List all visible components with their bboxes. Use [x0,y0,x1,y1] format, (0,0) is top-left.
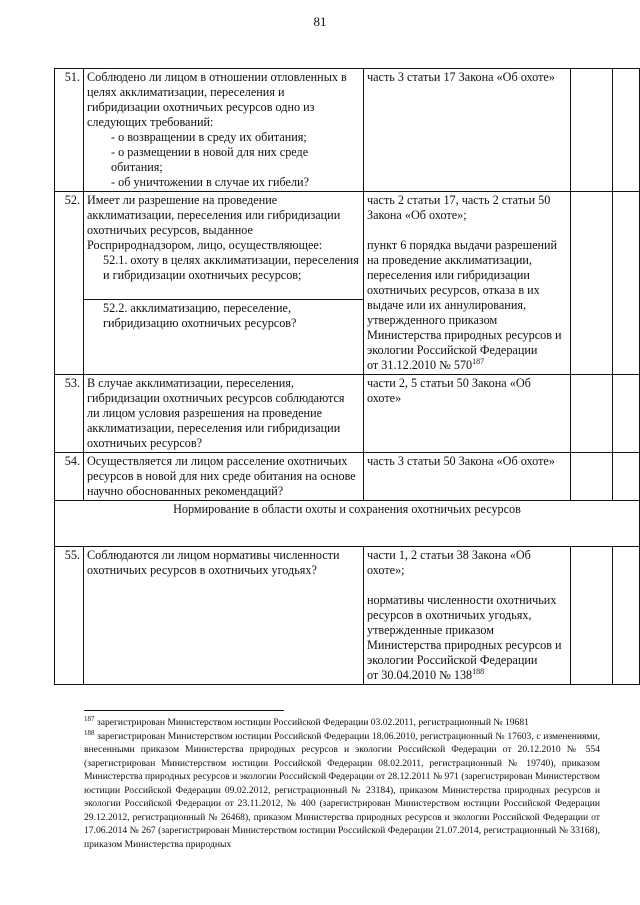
sub-question: 52.2. акклиматизацию, переселение, гибридизацию охотничьих ресурсов? [103,301,297,330]
table-row [55,547,640,685]
table-row [55,453,640,501]
answer-cell[interactable] [571,547,613,685]
note-cell[interactable] [613,375,640,453]
footnote-divider [84,710,284,711]
row-number: 54. [55,453,84,501]
footnote-ref[interactable]: 188 [472,666,485,676]
note-cell[interactable] [613,547,640,685]
question-cell [84,192,364,300]
legal-reference-order: нормативы численности охотничьих ресурсов в охотничьих угодьях, утвержденные приказом Министерства природных ресурсов и экологии Российской Федерации [367,593,562,667]
footnote-text: зарегистрирован Министерством юстиции Российской Федерации 18.06.2010, регистрационный № 17603, с изменениями, внесенными приказом Министерства природных ресурсов и экологии Российской Федерации от 20.12.2010 № 554 (зарегистрирован Министерством юстиции Российской Федерации 08.02.2011, регистрационный № 19740), приказом Министерства природных ресурсов и экологии Российской Федерации от 28.12.2011 № 971 (зарегистрирован Министерством юстиции Российской Федерации 09.02.2012, регистрационный № 23184), приказом Министерства природных ресурсов и экологии Российской Федерации от 23.11.2012, № 400 (зарегистрирован Министерством юстиции Российской Федерации 29.12.2012, регистрационный № 26468), приказом Министерства природных ресурсов и экологии Российской Федерации от 17.06.2014 № 267 (зарегистрирован Министерством юстиции Российской Федерации 21.07.2014, регистрационный № 33168), приказом Министерства природных [84,730,600,850]
question-option: - об уничтожении в случае их гибели? [111,175,309,189]
question-cell: Осуществляется ли лицом расселение охотничьих ресурсов в новой для них среде обитания на основе научно обоснованных рекомендаций? [84,453,364,501]
question-option: - о размещении в новой для них среде обитания; [111,145,309,174]
note-cell[interactable] [613,192,640,375]
footnote-mark: 187 [84,714,95,723]
legal-reference: части 2, 5 статьи 50 Закона «Об охоте» [364,375,571,453]
note-cell[interactable] [613,69,640,192]
legal-reference-order: пункт 6 порядка выдачи разрешений на проведение акклиматизации, переселения или гибридизации охотничьих ресурсов, отказа в их выдаче или их аннулирования, утвержденного приказом Министерства природных ресурсов и экологии Российской Федерации [367,238,562,357]
row-number: 51. [55,69,84,192]
legal-reference: часть 3 статьи 17 Закона «Об охоте» [364,69,571,192]
legal-reference [364,192,571,375]
answer-cell[interactable] [571,375,613,453]
question-text: Имеет ли разрешение на проведение акклиматизации, переселения или гибридизации охотничьих ресурсов, выданное Росприроднадзором, лицо, осуществляющее: [87,193,341,252]
row-number: 52. [55,192,84,375]
legal-reference-date: от 30.04.2010 № $138^{188}$ [367,666,485,682]
question-text: Соблюдено ли лицом в отношении отловленных в целях акклиматизации, переселения и гибридизации охотничьих ресурсов одно из следующих требований: [87,70,347,129]
legal-reference-main: части 1, 2 статьи 38 Закона «Об охоте»; [367,548,531,577]
table-row [55,501,640,547]
question-cell: Соблюдаются ли лицом нормативы численности охотничьих ресурсов в охотничьих угодьях? [84,547,364,685]
question-cell [84,69,364,192]
legal-reference [364,547,571,685]
note-cell[interactable] [613,453,640,501]
row-number: 53. [55,375,84,453]
table-row [55,375,640,453]
legal-reference: часть 3 статьи 50 Закона «Об охоте» [364,453,571,501]
footnote [84,730,600,852]
legal-reference-date: от 31.12.2010 № $570^{187}$ [367,356,485,372]
row-number: 55. [55,547,84,685]
table-row [55,192,640,300]
footnote-mark: 188 [84,728,95,737]
answer-cell[interactable] [571,453,613,501]
question-cell [84,300,364,375]
sub-question: 52.1. охоту в целях акклиматизации, переселения и гибридизации охотничьих ресурсов; [103,253,359,282]
footnote [84,716,600,730]
legal-reference-main: часть 2 статьи 17, часть 2 статьи 50 Закона «Об охоте»; [367,193,551,222]
page-number: 81 [313,14,327,29]
question-cell: В случае акклиматизации, переселения, гибридизации охотничьих ресурсов соблюдаются ли лицом условия разрешения на проведение акклиматизации, переселения или гибридизации охотничьих ресурсов? [84,375,364,453]
footnotes [84,716,600,851]
footnote-text: зарегистрирован Министерством юстиции Российской Федерации 03.02.2011, регистрационный № 19681 [94,717,529,728]
answer-cell[interactable] [571,69,613,192]
question-option: - о возвращении в среду их обитания; [111,130,307,144]
answer-cell[interactable] [571,192,613,375]
checklist-table [54,68,640,685]
section-title: Нормирование в области охоты и сохранения охотничьих ресурсов [55,501,640,547]
table-row [55,69,640,192]
footnote-ref[interactable]: 187 [472,356,485,366]
